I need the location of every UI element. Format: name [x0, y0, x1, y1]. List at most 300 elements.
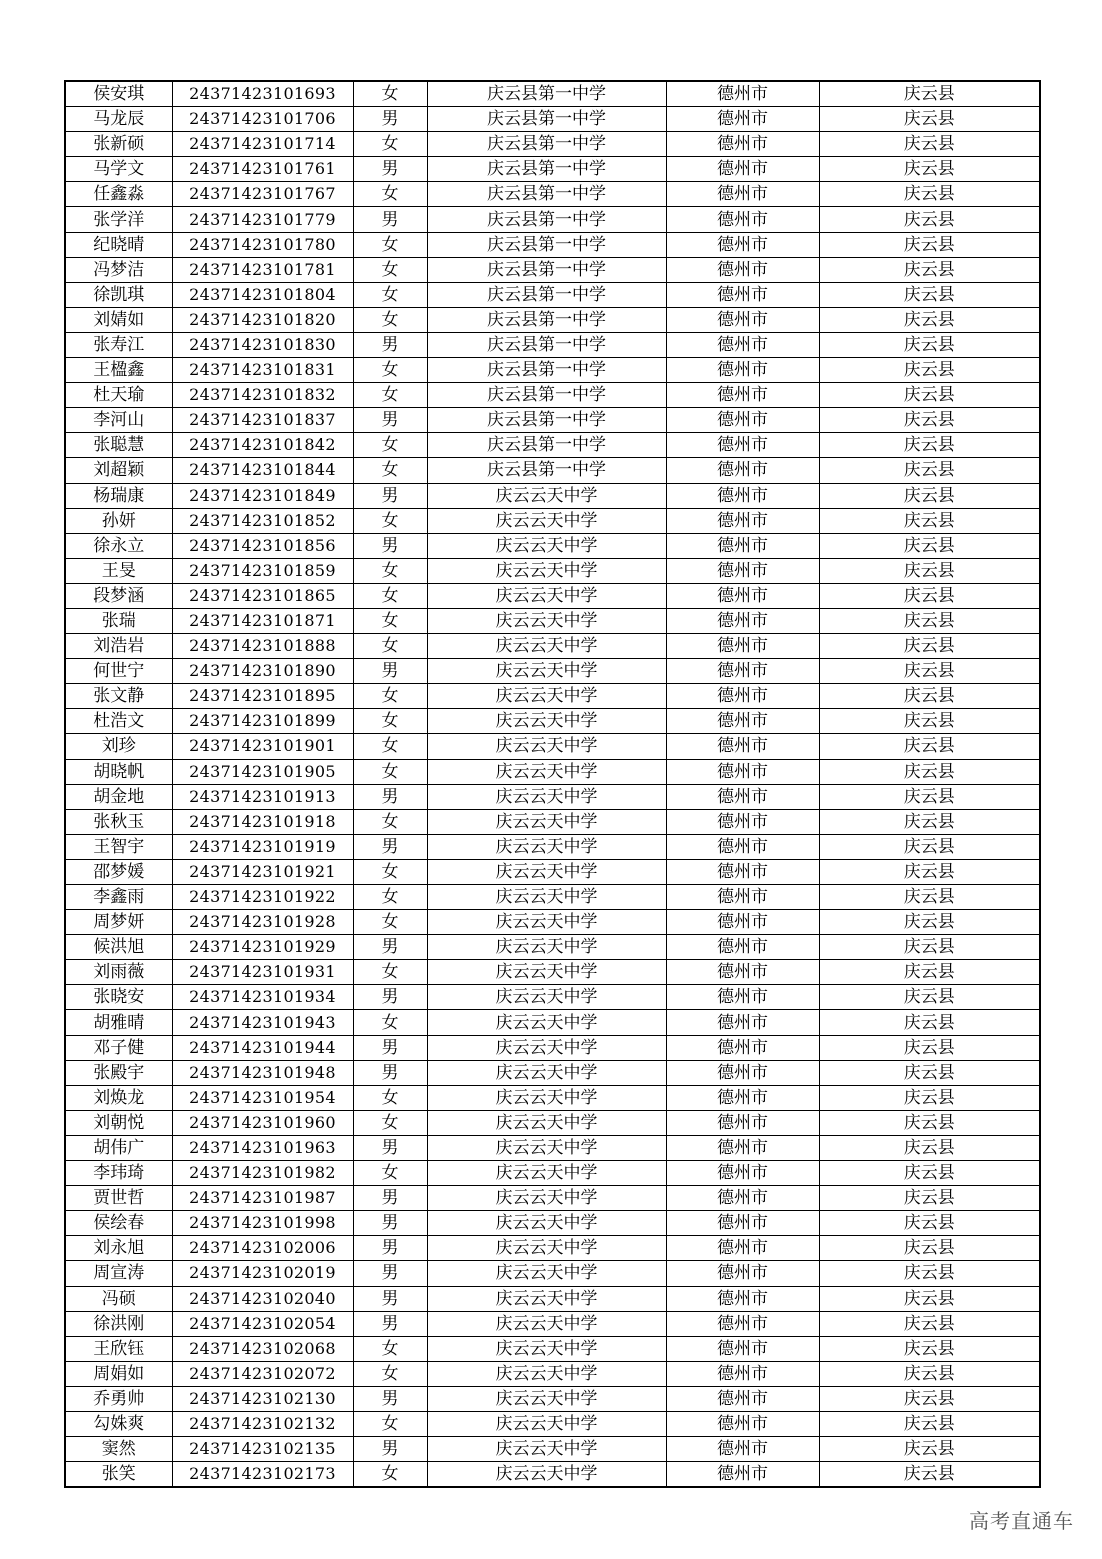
table-row	[65, 935, 1040, 960]
table-row	[65, 307, 1040, 332]
gender-cell: 女	[353, 885, 427, 910]
county-cell: 庆云县	[819, 1186, 1040, 1211]
county-cell: 庆云县	[819, 608, 1040, 633]
gender-cell: 女	[353, 232, 427, 257]
name-cell: 杨瑞康	[65, 483, 172, 508]
gender-cell: 女	[353, 1336, 427, 1361]
table-row	[65, 1361, 1040, 1386]
table-row	[65, 1336, 1040, 1361]
gender-cell: 男	[353, 1437, 427, 1462]
school-cell: 庆云云天中学	[427, 985, 666, 1010]
exam-id-cell: 24371423101849	[172, 483, 353, 508]
gender-cell: 女	[353, 1110, 427, 1135]
city-cell: 德州市	[666, 734, 819, 759]
name-cell: 刘浩岩	[65, 634, 172, 659]
city-cell: 德州市	[666, 784, 819, 809]
name-cell: 徐永立	[65, 533, 172, 558]
city-cell: 德州市	[666, 1110, 819, 1135]
table-row	[65, 608, 1040, 633]
county-cell: 庆云县	[819, 809, 1040, 834]
county-cell: 庆云县	[819, 1361, 1040, 1386]
city-cell: 德州市	[666, 232, 819, 257]
table-row	[65, 734, 1040, 759]
city-cell: 德州市	[666, 809, 819, 834]
county-cell: 庆云县	[819, 1286, 1040, 1311]
county-cell: 庆云县	[819, 1135, 1040, 1160]
school-cell: 庆云云天中学	[427, 734, 666, 759]
county-cell: 庆云县	[819, 282, 1040, 307]
name-cell: 马学文	[65, 157, 172, 182]
school-cell: 庆云云天中学	[427, 483, 666, 508]
school-cell: 庆云云天中学	[427, 608, 666, 633]
gender-cell: 男	[353, 533, 427, 558]
city-cell: 德州市	[666, 257, 819, 282]
name-cell: 冯梦洁	[65, 257, 172, 282]
school-cell: 庆云云天中学	[427, 1060, 666, 1085]
name-cell: 胡晓帆	[65, 759, 172, 784]
school-cell: 庆云云天中学	[427, 759, 666, 784]
exam-id-cell: 24371423102130	[172, 1386, 353, 1411]
name-cell: 段梦涵	[65, 583, 172, 608]
school-cell: 庆云云天中学	[427, 1161, 666, 1186]
table-row	[65, 885, 1040, 910]
exam-id-cell: 24371423101767	[172, 182, 353, 207]
gender-cell: 男	[353, 1286, 427, 1311]
county-cell: 庆云县	[819, 885, 1040, 910]
gender-cell: 女	[353, 734, 427, 759]
city-cell: 德州市	[666, 1311, 819, 1336]
county-cell: 庆云县	[819, 433, 1040, 458]
county-cell: 庆云县	[819, 634, 1040, 659]
table-row	[65, 483, 1040, 508]
gender-cell: 女	[353, 383, 427, 408]
school-cell: 庆云云天中学	[427, 1135, 666, 1160]
name-cell: 张秋玉	[65, 809, 172, 834]
exam-id-cell: 24371423101852	[172, 508, 353, 533]
gender-cell: 女	[353, 859, 427, 884]
school-cell: 庆云县第一中学	[427, 81, 666, 107]
city-cell: 德州市	[666, 1261, 819, 1286]
name-cell: 王旻	[65, 558, 172, 583]
gender-cell: 女	[353, 960, 427, 985]
city-cell: 德州市	[666, 1211, 819, 1236]
name-cell: 任鑫淼	[65, 182, 172, 207]
name-cell: 李河山	[65, 408, 172, 433]
city-cell: 德州市	[666, 458, 819, 483]
city-cell: 德州市	[666, 483, 819, 508]
exam-id-cell: 24371423101987	[172, 1186, 353, 1211]
city-cell: 德州市	[666, 81, 819, 107]
gender-cell: 男	[353, 985, 427, 1010]
city-cell: 德州市	[666, 533, 819, 558]
table-row	[65, 182, 1040, 207]
name-cell: 王欣钰	[65, 1336, 172, 1361]
name-cell: 胡伟广	[65, 1135, 172, 1160]
school-cell: 庆云县第一中学	[427, 383, 666, 408]
table-row	[65, 1186, 1040, 1211]
school-cell: 庆云云天中学	[427, 508, 666, 533]
county-cell: 庆云县	[819, 1236, 1040, 1261]
school-cell: 庆云云天中学	[427, 1035, 666, 1060]
table-row	[65, 1437, 1040, 1462]
gender-cell: 女	[353, 81, 427, 107]
gender-cell: 女	[353, 759, 427, 784]
school-cell: 庆云云天中学	[427, 558, 666, 583]
city-cell: 德州市	[666, 433, 819, 458]
school-cell: 庆云云天中学	[427, 1186, 666, 1211]
gender-cell: 女	[353, 1361, 427, 1386]
county-cell: 庆云县	[819, 985, 1040, 1010]
city-cell: 德州市	[666, 558, 819, 583]
city-cell: 德州市	[666, 1186, 819, 1211]
school-cell: 庆云县第一中学	[427, 332, 666, 357]
name-cell: 杜浩文	[65, 709, 172, 734]
exam-id-cell: 24371423102054	[172, 1311, 353, 1336]
city-cell: 德州市	[666, 508, 819, 533]
county-cell: 庆云县	[819, 1060, 1040, 1085]
table-row	[65, 583, 1040, 608]
county-cell: 庆云县	[819, 182, 1040, 207]
exam-id-cell: 24371423102068	[172, 1336, 353, 1361]
table-row	[65, 985, 1040, 1010]
table-row	[65, 207, 1040, 232]
school-cell: 庆云云天中学	[427, 1411, 666, 1436]
county-cell: 庆云县	[819, 1261, 1040, 1286]
name-cell: 刘珍	[65, 734, 172, 759]
table-row	[65, 107, 1040, 132]
table-row	[65, 383, 1040, 408]
county-cell: 庆云县	[819, 1311, 1040, 1336]
county-cell: 庆云县	[819, 207, 1040, 232]
city-cell: 德州市	[666, 985, 819, 1010]
gender-cell: 男	[353, 1135, 427, 1160]
gender-cell: 女	[353, 1411, 427, 1436]
exam-id-cell: 24371423101780	[172, 232, 353, 257]
city-cell: 德州市	[666, 282, 819, 307]
table-row	[65, 809, 1040, 834]
name-cell: 周宣涛	[65, 1261, 172, 1286]
exam-id-cell: 24371423102072	[172, 1361, 353, 1386]
city-cell: 德州市	[666, 634, 819, 659]
city-cell: 德州市	[666, 358, 819, 383]
county-cell: 庆云县	[819, 483, 1040, 508]
school-cell: 庆云云天中学	[427, 1110, 666, 1135]
county-cell: 庆云县	[819, 508, 1040, 533]
gender-cell: 女	[353, 1161, 427, 1186]
name-cell: 侯绘春	[65, 1211, 172, 1236]
county-cell: 庆云县	[819, 859, 1040, 884]
county-cell: 庆云县	[819, 583, 1040, 608]
county-cell: 庆云县	[819, 533, 1040, 558]
table-row	[65, 1085, 1040, 1110]
gender-cell: 男	[353, 332, 427, 357]
city-cell: 德州市	[666, 834, 819, 859]
city-cell: 德州市	[666, 885, 819, 910]
exam-id-cell: 24371423101714	[172, 132, 353, 157]
exam-id-cell: 24371423101954	[172, 1085, 353, 1110]
school-cell: 庆云云天中学	[427, 1010, 666, 1035]
city-cell: 德州市	[666, 1035, 819, 1060]
watermark-text: 高考直通车	[969, 1509, 1074, 1533]
school-cell: 庆云云天中学	[427, 1336, 666, 1361]
city-cell: 德州市	[666, 107, 819, 132]
name-cell: 冯硕	[65, 1286, 172, 1311]
school-cell: 庆云云天中学	[427, 1361, 666, 1386]
county-cell: 庆云县	[819, 408, 1040, 433]
county-cell: 庆云县	[819, 960, 1040, 985]
county-cell: 庆云县	[819, 910, 1040, 935]
county-cell: 庆云县	[819, 157, 1040, 182]
exam-id-cell: 24371423102132	[172, 1411, 353, 1436]
gender-cell: 女	[353, 458, 427, 483]
gender-cell: 女	[353, 257, 427, 282]
exam-id-cell: 24371423101761	[172, 157, 353, 182]
name-cell: 贾世哲	[65, 1186, 172, 1211]
table-row	[65, 232, 1040, 257]
name-cell: 刘永旭	[65, 1236, 172, 1261]
city-cell: 德州市	[666, 1135, 819, 1160]
table-row	[65, 558, 1040, 583]
county-cell: 庆云县	[819, 383, 1040, 408]
school-cell: 庆云县第一中学	[427, 458, 666, 483]
school-cell: 庆云县第一中学	[427, 282, 666, 307]
county-cell: 庆云县	[819, 1035, 1040, 1060]
school-cell: 庆云云天中学	[427, 634, 666, 659]
table-row	[65, 1161, 1040, 1186]
name-cell: 张殿宇	[65, 1060, 172, 1085]
exam-id-cell: 24371423101919	[172, 834, 353, 859]
name-cell: 侯安琪	[65, 81, 172, 107]
gender-cell: 男	[353, 1035, 427, 1060]
city-cell: 德州市	[666, 1336, 819, 1361]
county-cell: 庆云县	[819, 132, 1040, 157]
gender-cell: 女	[353, 809, 427, 834]
school-cell: 庆云云天中学	[427, 885, 666, 910]
school-cell: 庆云云天中学	[427, 1386, 666, 1411]
table-row	[65, 433, 1040, 458]
table-row	[65, 960, 1040, 985]
table-row	[65, 508, 1040, 533]
gender-cell: 女	[353, 608, 427, 633]
county-cell: 庆云县	[819, 1085, 1040, 1110]
school-cell: 庆云县第一中学	[427, 207, 666, 232]
student-list-table	[64, 80, 1041, 1488]
gender-cell: 男	[353, 207, 427, 232]
school-cell: 庆云云天中学	[427, 1462, 666, 1488]
gender-cell: 女	[353, 508, 427, 533]
county-cell: 庆云县	[819, 1211, 1040, 1236]
exam-id-cell: 24371423101905	[172, 759, 353, 784]
exam-id-cell: 24371423101831	[172, 358, 353, 383]
school-cell: 庆云县第一中学	[427, 257, 666, 282]
county-cell: 庆云县	[819, 784, 1040, 809]
city-cell: 德州市	[666, 182, 819, 207]
city-cell: 德州市	[666, 1462, 819, 1488]
county-cell: 庆云县	[819, 1110, 1040, 1135]
exam-id-cell: 24371423101804	[172, 282, 353, 307]
gender-cell: 男	[353, 1186, 427, 1211]
exam-id-cell: 24371423101960	[172, 1110, 353, 1135]
exam-id-cell: 24371423102135	[172, 1437, 353, 1462]
name-cell: 刘超颖	[65, 458, 172, 483]
city-cell: 德州市	[666, 709, 819, 734]
city-cell: 德州市	[666, 1286, 819, 1311]
exam-id-cell: 24371423101982	[172, 1161, 353, 1186]
name-cell: 李玮琦	[65, 1161, 172, 1186]
city-cell: 德州市	[666, 960, 819, 985]
city-cell: 德州市	[666, 1411, 819, 1436]
name-cell: 邓子健	[65, 1035, 172, 1060]
city-cell: 德州市	[666, 1010, 819, 1035]
gender-cell: 女	[353, 684, 427, 709]
gender-cell: 女	[353, 1462, 427, 1488]
school-cell: 庆云云天中学	[427, 809, 666, 834]
school-cell: 庆云云天中学	[427, 935, 666, 960]
exam-id-cell: 24371423101706	[172, 107, 353, 132]
name-cell: 张寿江	[65, 332, 172, 357]
name-cell: 胡雅晴	[65, 1010, 172, 1035]
school-cell: 庆云云天中学	[427, 1211, 666, 1236]
exam-id-cell: 24371423101890	[172, 659, 353, 684]
gender-cell: 女	[353, 910, 427, 935]
city-cell: 德州市	[666, 1386, 819, 1411]
school-cell: 庆云县第一中学	[427, 307, 666, 332]
exam-id-cell: 24371423101830	[172, 332, 353, 357]
school-cell: 庆云县第一中学	[427, 107, 666, 132]
table-row	[65, 834, 1040, 859]
city-cell: 德州市	[666, 408, 819, 433]
table-row	[65, 1286, 1040, 1311]
gender-cell: 男	[353, 107, 427, 132]
gender-cell: 男	[353, 834, 427, 859]
gender-cell: 男	[353, 408, 427, 433]
city-cell: 德州市	[666, 659, 819, 684]
exam-id-cell: 24371423101948	[172, 1060, 353, 1085]
gender-cell: 女	[353, 709, 427, 734]
county-cell: 庆云县	[819, 458, 1040, 483]
gender-cell: 男	[353, 1060, 427, 1085]
county-cell: 庆云县	[819, 358, 1040, 383]
school-cell: 庆云云天中学	[427, 910, 666, 935]
city-cell: 德州市	[666, 1060, 819, 1085]
name-cell: 孙妍	[65, 508, 172, 533]
name-cell: 王楹鑫	[65, 358, 172, 383]
city-cell: 德州市	[666, 684, 819, 709]
table-row	[65, 1211, 1040, 1236]
exam-id-cell: 24371423101895	[172, 684, 353, 709]
city-cell: 德州市	[666, 307, 819, 332]
county-cell: 庆云县	[819, 307, 1040, 332]
county-cell: 庆云县	[819, 107, 1040, 132]
county-cell: 庆云县	[819, 1161, 1040, 1186]
name-cell: 勾姝爽	[65, 1411, 172, 1436]
name-cell: 刘朝悦	[65, 1110, 172, 1135]
exam-id-cell: 24371423101832	[172, 383, 353, 408]
exam-id-cell: 24371423102006	[172, 1236, 353, 1261]
county-cell: 庆云县	[819, 1336, 1040, 1361]
exam-id-cell: 24371423101929	[172, 935, 353, 960]
name-cell: 纪晓晴	[65, 232, 172, 257]
name-cell: 刘婧如	[65, 307, 172, 332]
school-cell: 庆云县第一中学	[427, 358, 666, 383]
table-row	[65, 1010, 1040, 1035]
name-cell: 候洪旭	[65, 935, 172, 960]
table-row	[65, 859, 1040, 884]
city-cell: 德州市	[666, 1236, 819, 1261]
name-cell: 张新硕	[65, 132, 172, 157]
name-cell: 徐凯琪	[65, 282, 172, 307]
gender-cell: 女	[353, 1010, 427, 1035]
name-cell: 张文静	[65, 684, 172, 709]
county-cell: 庆云县	[819, 1411, 1040, 1436]
school-cell: 庆云县第一中学	[427, 232, 666, 257]
name-cell: 李鑫雨	[65, 885, 172, 910]
table-row	[65, 1311, 1040, 1336]
table-row	[65, 659, 1040, 684]
name-cell: 张笑	[65, 1462, 172, 1488]
name-cell: 窦然	[65, 1437, 172, 1462]
exam-id-cell: 24371423101693	[172, 81, 353, 107]
county-cell: 庆云县	[819, 81, 1040, 107]
exam-id-cell: 24371423101901	[172, 734, 353, 759]
county-cell: 庆云县	[819, 659, 1040, 684]
exam-id-cell: 24371423101934	[172, 985, 353, 1010]
school-cell: 庆云县第一中学	[427, 408, 666, 433]
school-cell: 庆云云天中学	[427, 659, 666, 684]
school-cell: 庆云云天中学	[427, 684, 666, 709]
name-cell: 王智宇	[65, 834, 172, 859]
name-cell: 周娟如	[65, 1361, 172, 1386]
table-row	[65, 257, 1040, 282]
name-cell: 周梦妍	[65, 910, 172, 935]
school-cell: 庆云云天中学	[427, 960, 666, 985]
exam-id-cell: 24371423101871	[172, 608, 353, 633]
county-cell: 庆云县	[819, 1010, 1040, 1035]
city-cell: 德州市	[666, 1361, 819, 1386]
school-cell: 庆云云天中学	[427, 859, 666, 884]
table-row	[65, 282, 1040, 307]
table-row	[65, 1060, 1040, 1085]
county-cell: 庆云县	[819, 257, 1040, 282]
exam-id-cell: 24371423101944	[172, 1035, 353, 1060]
exam-id-cell: 24371423101856	[172, 533, 353, 558]
city-cell: 德州市	[666, 583, 819, 608]
gender-cell: 男	[353, 483, 427, 508]
table-row	[65, 1261, 1040, 1286]
exam-id-cell: 24371423101899	[172, 709, 353, 734]
table-row	[65, 1386, 1040, 1411]
gender-cell: 女	[353, 282, 427, 307]
exam-id-cell: 24371423101943	[172, 1010, 353, 1035]
exam-id-cell: 24371423102040	[172, 1286, 353, 1311]
exam-id-cell: 24371423102019	[172, 1261, 353, 1286]
table-row	[65, 784, 1040, 809]
table-row	[65, 1110, 1040, 1135]
gender-cell: 女	[353, 182, 427, 207]
table-row	[65, 634, 1040, 659]
name-cell: 邵梦媛	[65, 859, 172, 884]
school-cell: 庆云云天中学	[427, 1085, 666, 1110]
gender-cell: 男	[353, 1261, 427, 1286]
school-cell: 庆云云天中学	[427, 1437, 666, 1462]
exam-id-cell: 24371423101998	[172, 1211, 353, 1236]
gender-cell: 女	[353, 558, 427, 583]
county-cell: 庆云县	[819, 935, 1040, 960]
city-cell: 德州市	[666, 910, 819, 935]
school-cell: 庆云云天中学	[427, 709, 666, 734]
exam-id-cell: 24371423101859	[172, 558, 353, 583]
table-row	[65, 1236, 1040, 1261]
